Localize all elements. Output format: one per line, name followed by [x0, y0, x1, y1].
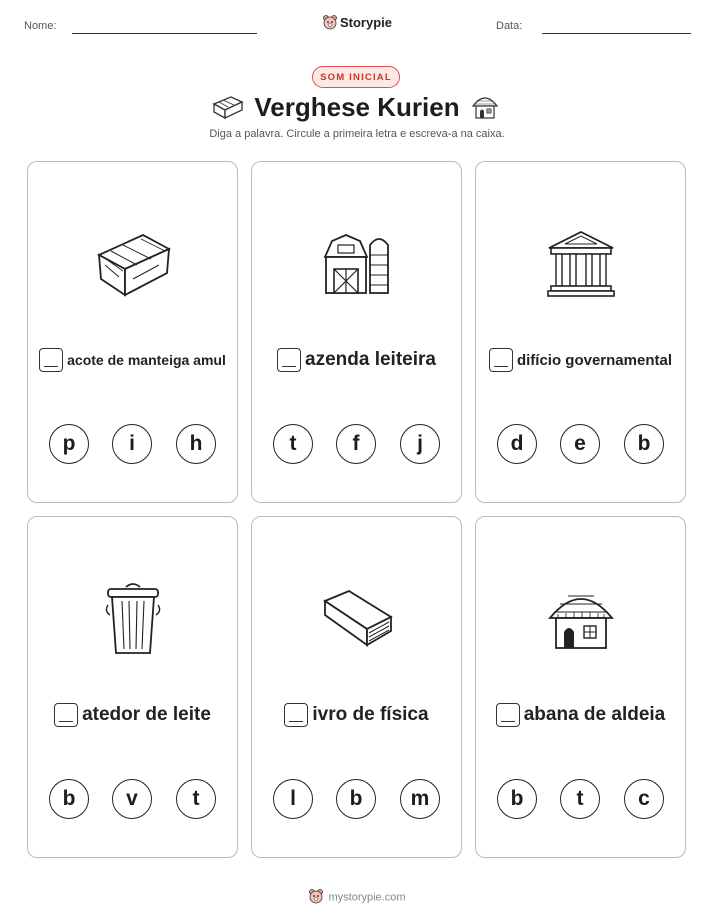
- word-text: atedor de leite: [82, 704, 211, 725]
- word-card-4: [27, 516, 238, 858]
- barn-icon: [252, 224, 461, 304]
- answer-box[interactable]: [489, 348, 513, 372]
- instructions: Diga a palavra. Circule a primeira letra e escreva-a na caixa.: [209, 128, 505, 140]
- letter-option[interactable]: b: [624, 424, 664, 464]
- footer: [0, 888, 714, 907]
- word-card-1: [27, 161, 238, 503]
- answer-box[interactable]: [39, 348, 63, 372]
- milk-can-icon: [28, 579, 237, 659]
- page-title: Verghese Kurien: [254, 92, 460, 122]
- letter-option[interactable]: l: [273, 779, 313, 819]
- letter-option[interactable]: b: [49, 779, 89, 819]
- bear-logo-icon: [308, 888, 324, 907]
- name-line[interactable]: [72, 33, 257, 34]
- bear-logo-icon: [322, 14, 338, 33]
- answer-box[interactable]: [284, 703, 308, 727]
- letter-option[interactable]: i: [112, 424, 152, 464]
- letter-option[interactable]: f: [336, 424, 376, 464]
- letter-option[interactable]: p: [49, 424, 89, 464]
- letter-option[interactable]: t: [560, 779, 600, 819]
- date-label: Data:: [496, 20, 523, 32]
- logo-text: Storypie: [339, 14, 392, 30]
- letter-option[interactable]: t: [273, 424, 313, 464]
- word-text: difício governamental: [516, 351, 673, 369]
- answer-box[interactable]: [277, 348, 301, 372]
- letter-option[interactable]: t: [176, 779, 216, 819]
- word-card-2: [251, 161, 462, 503]
- village-hut-icon: [469, 92, 501, 127]
- village-hut-icon: [476, 579, 685, 659]
- letter-option[interactable]: b: [336, 779, 376, 819]
- word-text: ivro de física: [312, 704, 429, 725]
- letter-option[interactable]: h: [176, 424, 216, 464]
- word-text: abana de aldeia: [523, 704, 666, 725]
- word-card-5: [251, 516, 462, 858]
- book-icon: [252, 579, 461, 659]
- answer-box[interactable]: [54, 703, 78, 727]
- storypie-logo: [0, 14, 714, 33]
- letter-option[interactable]: d: [497, 424, 537, 464]
- butter-pack-icon: [28, 224, 237, 304]
- letter-option[interactable]: e: [560, 424, 600, 464]
- word-text: azenda leiteira: [305, 349, 436, 370]
- letter-option[interactable]: c: [624, 779, 664, 819]
- name-label: Nome:: [24, 20, 57, 32]
- date-line[interactable]: [542, 33, 691, 34]
- word-text: acote de manteiga amul: [67, 352, 226, 368]
- letter-option[interactable]: j: [400, 424, 440, 464]
- som-inicial-badge: SOM INICIAL: [312, 66, 400, 88]
- letter-option[interactable]: b: [497, 779, 537, 819]
- word-card-3: [475, 161, 686, 503]
- letter-option[interactable]: m: [400, 779, 440, 819]
- government-building-icon: [476, 224, 685, 304]
- answer-box[interactable]: [496, 703, 520, 727]
- footer-url[interactable]: mystorypie.com: [328, 891, 406, 904]
- word-card-6: [475, 516, 686, 858]
- letter-option[interactable]: v: [112, 779, 152, 819]
